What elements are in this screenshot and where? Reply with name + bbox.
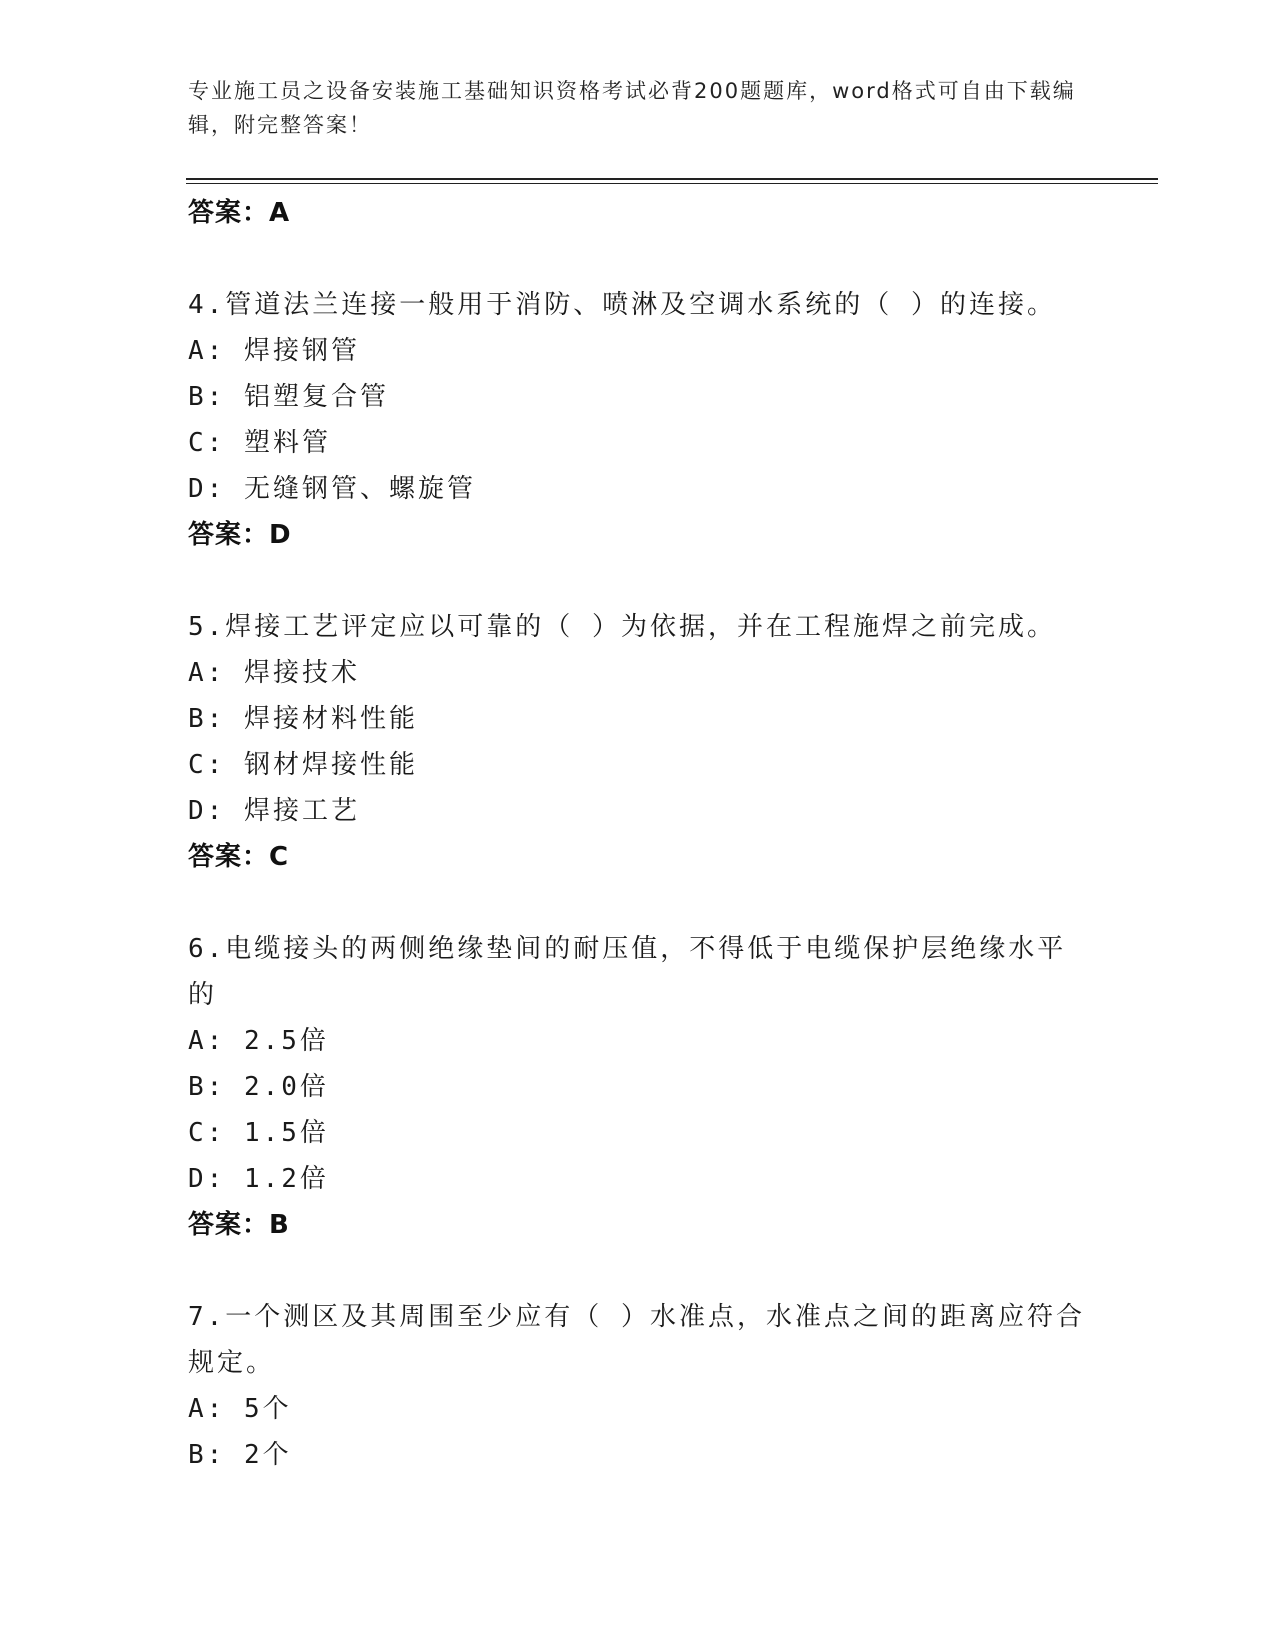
option-a: A: 5个 — [188, 1394, 292, 1424]
option-d: D: 无缝钢管、螺旋管 — [188, 474, 476, 504]
option-b: B: 铝塑复合管 — [188, 382, 389, 412]
option-c: C: 塑料管 — [188, 428, 331, 458]
question-stem: 6.电缆接头的两侧绝缘垫间的耐压值，不得低于电缆保护层绝缘水平的 — [188, 934, 1067, 1010]
answer-line: 答案：D — [188, 520, 292, 550]
header-divider-thin — [186, 183, 1158, 184]
answer-line: 答案：C — [188, 842, 290, 872]
option-c: C: 1.5倍 — [188, 1118, 329, 1148]
option-d: D: 1.2倍 — [188, 1164, 329, 1194]
option-b: B: 焊接材料性能 — [188, 704, 418, 734]
header-divider — [186, 178, 1158, 180]
question-7 — [188, 1294, 1088, 1478]
question-stem: 5.焊接工艺评定应以可靠的（ ）为依据，并在工程施焊之前完成。 — [188, 612, 1056, 642]
option-a: A: 焊接技术 — [188, 658, 360, 688]
answer-line: 答案：A — [188, 198, 291, 228]
document-body — [188, 190, 1088, 1478]
option-b: B: 2.0倍 — [188, 1072, 329, 1102]
question-stem: 4.管道法兰连接一般用于消防、喷淋及空调水系统的（ ）的连接。 — [188, 290, 1056, 320]
question-5 — [188, 604, 1088, 880]
question-6 — [188, 926, 1088, 1248]
option-b: B: 2个 — [188, 1440, 292, 1470]
option-a: A: 2.5倍 — [188, 1026, 329, 1056]
answer-line: 答案：B — [188, 1210, 290, 1240]
option-c: C: 钢材焊接性能 — [188, 750, 418, 780]
document-header: 专业施工员之设备安装施工基础知识资格考试必背200题题库，word格式可自由下载编辑，附完整答案！ — [188, 79, 1076, 137]
option-d: D: 焊接工艺 — [188, 796, 360, 826]
question-4 — [188, 282, 1088, 558]
option-a: A: 焊接钢管 — [188, 336, 360, 366]
question-stem: 7.一个测区及其周围至少应有（ ）水准点，水准点之间的距离应符合规定。 — [188, 1302, 1085, 1378]
